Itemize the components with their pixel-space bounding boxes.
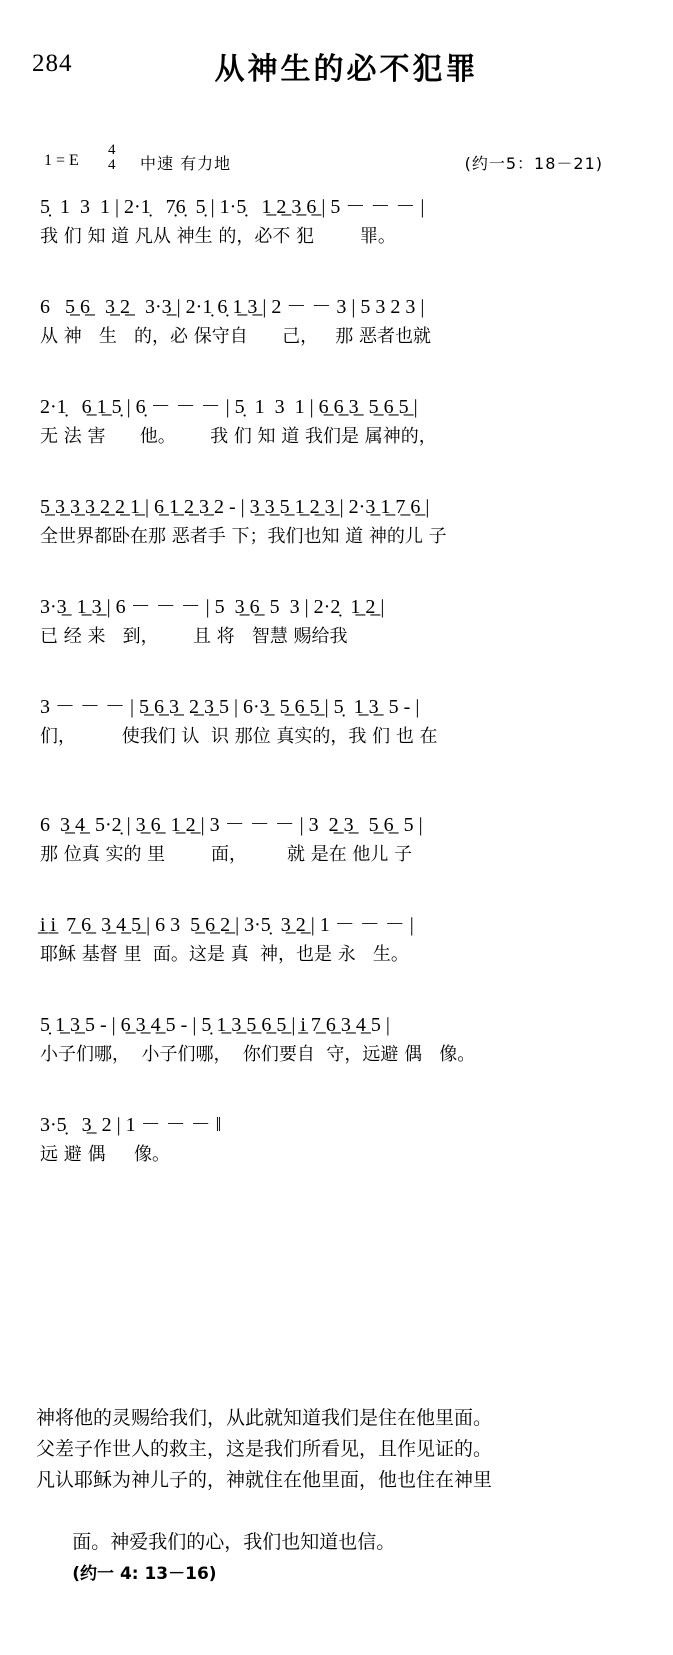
music-system [0, 392, 673, 454]
lyric-line: 小子们哪， 小子们哪， 你们要自 守，远避 偶 像。 [40, 1044, 476, 1065]
lyric-line: 无 法 害 他。 我 们 知 道 我们是 属神的， [40, 426, 437, 447]
notation-line: 2·1̣ 6̲ 1̲ 5̣ | 6̣ － － － | 5̣ 1 3 1 | 6̲ 6̲ 3̲ 5̲ 6̲ 5̲ | [40, 396, 418, 418]
system-spacer [0, 554, 673, 592]
footer-text-line: 面。神爱我们的心，我们也知道也信。 [72, 1531, 396, 1553]
footer-text-line: 神将他的灵赐给我们，从此就知道我们是住在他里面。 [36, 1407, 493, 1429]
footer-last-line [36, 1496, 643, 1621]
system-spacer [0, 654, 673, 692]
lyric-line: 全世界都卧在那 恶者手 下；我们也知 道 神的儿 子 [40, 526, 447, 547]
music-system [0, 692, 673, 754]
page-title: 从神生的必不犯罪 [214, 52, 479, 87]
scripture-reference-bottom: (约一 4: 13－16) [72, 1564, 217, 1584]
system-spacer [0, 454, 673, 492]
lyric-line: 远 避 偶 像。 [40, 1144, 171, 1165]
music-system [0, 192, 673, 254]
lyric-line: 耶稣 基督 里 面。这是 真 神，也是 永 生。 [40, 944, 409, 965]
lyric-line: 那 位真 实的 里 面， 就 是在 他儿 子 [40, 844, 413, 865]
lyric-line: 我 们 知 道 凡从 神生 的，必不 犯 罪。 [40, 226, 396, 247]
music-system [0, 492, 673, 554]
system-spacer [0, 754, 673, 810]
lyric-line: 已 经 来 到， 且 将 智慧 赐给我 [40, 626, 348, 647]
lyric-line: 从 神 生 的，必 保守自 己， 那 恶者也就 [40, 326, 431, 347]
notation-line: 5̲ 3̲ 3̲ 3̲ 2̲ 2̲ 1̲ | 6̲ 1̲ 2̲ 3̲ 2 - | 3̲ 3̲ 5̲ 1̲ 2̲ 3̲ | 2·3̲ 1̲ 7̲ 6̲ | [40, 496, 430, 518]
notation-line: 5̣ 1 3 1 | 2·1̣ 7̣6̣ 5̣ | 1·5̣ 1̲ 2̲ 3̲ 6̲ | 5 － － － | [40, 196, 425, 218]
time-signature [108, 143, 116, 173]
footer-text-line: 凡认耶稣为神儿子的，神就住在他里面，他也住在神里 [36, 1469, 493, 1491]
notation-line: 6 3̲ 4̲ 5·2̣ | 3̲ 6̲ 1̲ 2̲ | 3 － － － | 3 2̲ 3̲ 5̲ 6̲ 5 | [40, 814, 423, 836]
time-signature-denominator: 4 [108, 157, 116, 173]
system-spacer [0, 254, 673, 292]
music-systems [0, 192, 673, 1172]
system-spacer [0, 354, 673, 392]
system-spacer [0, 872, 673, 910]
music-system [0, 810, 673, 872]
page-number: 284 [32, 50, 73, 77]
lyric-line: 们， 使我们 认 识 那位 真实的，我 们 也 在 [40, 726, 438, 747]
notation-line: 3 － － － | 5̲ 6̲ 3̲ 2̲ 3̲ 5 | 6·3̲ 5̲ 6̲ 5̲ | 5̣ 1̲ 3̲ 5 - | [40, 696, 420, 718]
time-signature-numerator: 4 [108, 142, 116, 158]
key-signature: 1 = E [44, 152, 79, 169]
music-system [0, 910, 673, 972]
sheet-music-page [0, 44, 673, 1655]
system-spacer [0, 1072, 673, 1110]
music-system [0, 1010, 673, 1072]
notation-line: i̲ i̲ 7̲ 6̲ 3̲ 4̲ 5̲ | 6 3 5̲ 6̲ 2̲ | 3·5̣ 3̲ 2̲ | 1 － － － | [40, 914, 414, 936]
footer-text-line: 父差子作世人的救主，这是我们所看见，且作见证的。 [36, 1438, 493, 1460]
music-system [0, 292, 673, 354]
music-meta-row [0, 144, 673, 178]
music-system [0, 592, 673, 654]
footer-scripture-text [36, 1403, 643, 1621]
scripture-reference-top: (约一5：18－21) [464, 154, 603, 173]
page-header [0, 44, 673, 104]
music-system [0, 1110, 673, 1172]
notation-line: 3·3̲ 1̲ 3̲ | 6 － － － | 5 3̲ 6̲ 5 3 | 2·2̣ 1̲ 2̲ | [40, 596, 385, 618]
tempo-marking: 中速 有力地 [140, 154, 232, 173]
notation-line: 5̣ 1̲ 3̲ 5 - | 6̲ 3̲ 4̲ 5 - | 5̣ 1̲ 3̲ 5̲ 6̲ 5̲ | i̲ 7̲ 6̲ 3̲ 4̲ 5 | [40, 1014, 390, 1036]
notation-line: 6 5̲ 6̲ 3̲ 2̲ 3·3̲ | 2·1̣ 6̣ 1̲ 3̲ | 2 － － 3 | 5 3 2 3 | [40, 296, 425, 318]
system-spacer [0, 972, 673, 1010]
notation-line: 3·5̣ 3̲ 2 | 1 － － － ‖ [40, 1114, 222, 1136]
